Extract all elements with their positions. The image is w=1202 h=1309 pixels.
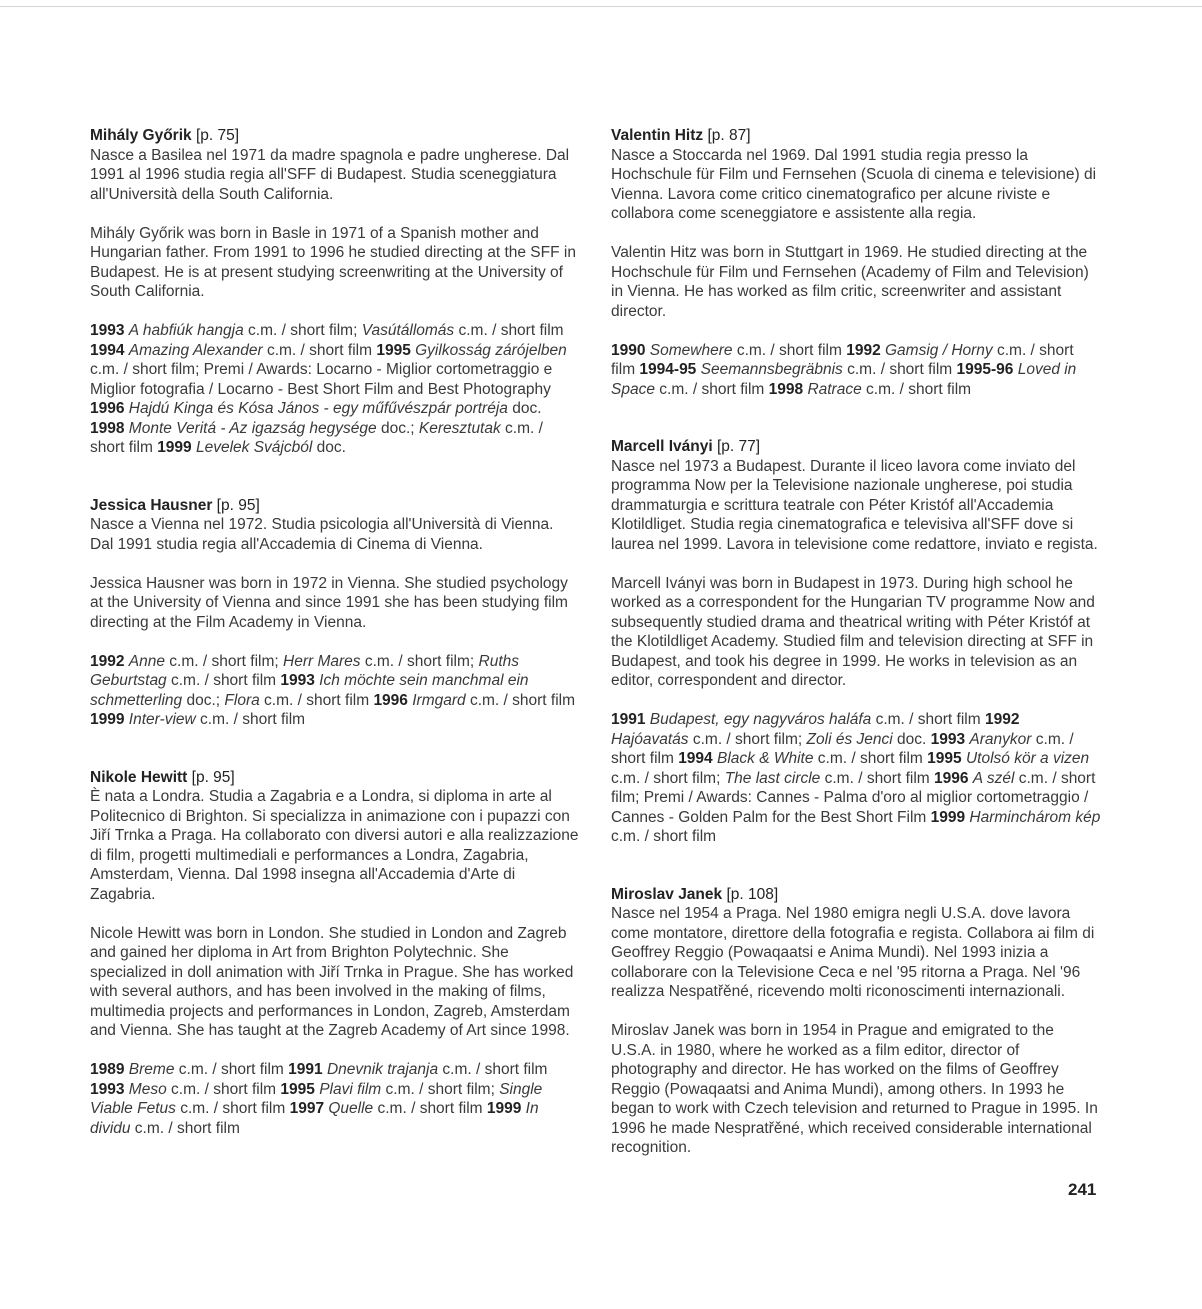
film-title: Ich möchte sein manchmal ein schmetterling [90, 672, 529, 709]
film-year: 1996 [934, 769, 969, 787]
bio-entry [611, 885, 1101, 1158]
film-year: 1998 [768, 380, 804, 398]
film-title: Meso [128, 1080, 167, 1098]
film-title: Irmgard [412, 691, 466, 709]
film-info: c.m. / short film [465, 691, 576, 709]
film-info: c.m. / short film [611, 341, 1074, 378]
top-rule [0, 6, 1202, 7]
film-title: Single Viable Fetus [90, 1080, 543, 1117]
bio-name: Nikole Hewitt [90, 768, 188, 786]
page-ref: [p. 108] [726, 885, 779, 903]
film-title: Breme [128, 1061, 175, 1078]
bio-italian: Nasce a Vienna nel 1972. Studia psicologia all'Università di Vienna. Dal 1991 studia regia all'Accademia di Cinema di Vienna. [90, 516, 554, 553]
film-title: The last circle [724, 769, 821, 787]
bio-heading [611, 126, 1101, 146]
film-year: 1994 [678, 750, 713, 767]
film-year: 1992 [846, 341, 881, 359]
film-info: c.m. / short film [438, 1061, 548, 1078]
film-year: 1993 [90, 1080, 125, 1098]
film-info: c.m. / short film; [165, 652, 279, 670]
bio-italian: Nasce a Basilea nel 1971 da madre spagnola e padre ungherese. Dal 1991 al 1996 studia regia all'SFF di Budapest. Studia sceneggiatura all'Università della South California. [90, 146, 570, 203]
film-info: c.m. / short film [842, 361, 953, 378]
film-year: 1993 [90, 322, 125, 339]
page-ref: [p. 77] [716, 438, 761, 455]
bio-english: Valentin Hitz was born in Stuttgart in 1969. He studied directing at the Hochschule für Film und Fernsehen (Academy of Film and Television) in Vienna. He has worked as film critic, screenwriter and assistant director. [611, 244, 1089, 320]
film-year: 1996 [373, 691, 408, 709]
film-info: c.m. / short film; Premi / Awards: Cannes - Palma d'oro al miglior cortometraggio / Cannes - Golden Palm for the Best Short Film [611, 769, 1096, 826]
film-title: Quelle [328, 1100, 374, 1117]
film-title: Ruths Geburtstag [90, 652, 520, 689]
film-title: Monte Veritá - Az igazság hegysége [128, 419, 377, 437]
film-info: c.m. / short film [654, 380, 765, 398]
bio-name: Marcell Iványi [611, 438, 713, 455]
bio-entry [611, 126, 1101, 399]
bio-heading [90, 768, 580, 788]
film-title: Aranykor [969, 730, 1032, 748]
film-info: doc.; [376, 419, 415, 437]
bio-name: Miroslav Janek [611, 885, 723, 903]
bio-entry [90, 768, 580, 1139]
film-info: c.m. / short film [861, 380, 972, 398]
bio-name: Mihály Győrik [90, 127, 192, 144]
film-year: 1989 [90, 1061, 125, 1078]
bio-entry [611, 437, 1101, 847]
film-info: c.m. / short film [262, 341, 373, 359]
film-title: Gyilkosság zárójelben [415, 341, 567, 359]
film-title: Levelek Svájcból [195, 439, 313, 456]
film-info: c.m. / short film; [360, 652, 475, 670]
film-title: Hajóavatás [611, 730, 689, 748]
film-year: 1995 [280, 1080, 315, 1098]
film-year: 1993 [930, 730, 966, 748]
bio-italian: È nata a Londra. Studia a Zagabria e a Londra, si diploma in arte al Politecnico di Brighton. Si specializza in animazione con i pupazzi con Jiří Trnka a Praga. Ha collaborato con diversi autori e alla realizzazione di film, progetti multimediali e performances a Londra, Zagabria, Amsterdam, Vienna. Dal 1998 insegna all'Accademia d'Arte di Zagabria. [90, 788, 579, 903]
bio-italian: Nasce a Stoccarda nel 1969. Dal 1991 studia regia presso la Hochschule für Film und Fernsehen (Scuola di cinema e televisione) di Vienna. Lavora come critico cinematografico per alcune riviste e collabora come sceneggiatore e assistente alla regia. [611, 146, 1097, 222]
bio-entry [90, 126, 580, 458]
film-title: Vasútállomás [361, 322, 455, 339]
left-column [90, 126, 580, 1138]
page-ref: [p. 87] [707, 127, 751, 144]
filmography [90, 652, 580, 730]
film-info: c.m. / short film [90, 419, 543, 456]
film-year: 1999 [90, 711, 125, 728]
film-info: c.m. / short film [820, 769, 930, 787]
film-info: c.m. / short film [175, 1100, 286, 1117]
film-info: c.m. / short film [166, 1080, 277, 1098]
bio-heading [611, 437, 1101, 457]
bio-english: Mihály Győrik was born in Basle in 1971 of a Spanish mother and Hungarian father. From 1991 to 1996 he studied directing at the SFF in Budapest. He is at present studying screenwriting at the University of South California. [90, 224, 576, 300]
film-year: 1996 [90, 400, 125, 417]
film-info: c.m. / short film [611, 730, 1074, 767]
film-title: Keresztutak [418, 419, 501, 437]
film-year: 1997 [289, 1100, 325, 1117]
page-ref: [p. 95] [191, 768, 235, 786]
page-ref: [p. 75] [195, 127, 240, 144]
film-info: c.m. / short film; [243, 322, 358, 339]
film-title: Gamsig / Horny [885, 341, 993, 359]
film-title: Flora [224, 691, 260, 709]
film-info: c.m. / short film; Premi / Awards: Locarno - Miglior cortometraggio e Miglior fotografia / Locarno - Best Short Film and Best Photography [90, 361, 553, 398]
film-info: c.m. / short film [259, 691, 370, 709]
film-title: Ratrace [807, 380, 862, 398]
film-info: c.m. / short film; [381, 1080, 495, 1098]
film-info: doc.; [182, 691, 221, 709]
film-info: c.m. / short film [130, 1119, 240, 1137]
film-info: c.m. / short film [166, 672, 277, 689]
film-title: A szél [972, 769, 1015, 787]
film-year: 1999 [930, 808, 966, 826]
filmography [90, 321, 580, 458]
film-year: 1999 [486, 1100, 522, 1117]
film-info: c.m. / short film [195, 711, 306, 728]
film-title: Zoli és Jenci [806, 730, 893, 748]
film-info: c.m. / short film [732, 341, 842, 359]
bio-heading [90, 496, 580, 516]
film-title: Seemannsbegräbnis [700, 361, 843, 378]
film-title: Budapest, egy nagyváros haláfa [649, 711, 872, 728]
film-title: In dividu [90, 1100, 539, 1137]
film-year: 1995-96 [956, 361, 1014, 378]
film-year: 1991 [288, 1061, 323, 1078]
film-year: 1992 [90, 652, 125, 670]
film-info: c.m. / short film; [611, 769, 721, 787]
bio-english: Marcell Iványi was born in Budapest in 1973. During high school he worked as a correspondent for the Hungarian TV programme Now and subsequently studied drama and theatrical writing with Péter Kristóf at the Klotildliget Academy. Studied film and television directing at SFF in Budapest, and took his degree in 1999. He works in television as an editor, correspondent and director. [611, 574, 1095, 689]
bio-name: Valentin Hitz [611, 127, 704, 144]
film-year: 1995 [927, 750, 962, 767]
film-title: Somewhere [649, 341, 733, 359]
film-year: 1990 [611, 341, 646, 359]
right-column [611, 126, 1101, 1158]
film-title: Inter-view [128, 711, 196, 728]
film-title: Plavi film [319, 1080, 382, 1098]
film-info: doc. [892, 730, 927, 748]
bio-heading [611, 885, 1101, 905]
film-title: Harminchárom kép [969, 808, 1101, 826]
film-info: c.m. / short film; [688, 730, 803, 748]
bio-english: Nicole Hewitt was born in London. She studied in London and Zagreb and gained her diploma in Art from Brighton Polytechnic. She specialized in doll animation with Jiří Trnka in Prague. She has worked with several authors, and has been involved in the making of films, multimedia projects and performances in London, Zagreb, Amsterdam and Vienna. She has taught at the Zagreb Academy of Art since 1998. [90, 924, 574, 1039]
film-year: 1992 [984, 711, 1020, 728]
bio-heading [90, 126, 580, 146]
film-year: 1999 [157, 439, 192, 456]
film-year: 1998 [90, 419, 125, 437]
film-info: c.m. / short film [174, 1061, 284, 1078]
filmography [90, 1060, 580, 1138]
film-year: 1995 [376, 341, 411, 359]
film-title: Hajdú Kinga és Kósa János - egy műfűvészpár portréja [128, 400, 508, 417]
bio-entry [90, 496, 580, 730]
film-title: Loved in Space [611, 361, 1077, 398]
film-title: Dnevnik trajanja [326, 1061, 439, 1078]
page-ref: [p. 95] [216, 496, 260, 514]
bio-english: Miroslav Janek was born in 1954 in Prague and emigrated to the U.S.A. in 1980, where he worked as a film editor, director of photography and director. He has worked on the films of Geoffrey Reggio (Powaqaatsi and Anima Mundi), among others. In 1993 he began to work with Czech television and returned to Prague in 1995. In 1996 he made Nespratřěné, which received considerable international recognition. [611, 1022, 1098, 1156]
film-title: Utolsó kör a vizen [965, 750, 1090, 767]
filmography [611, 341, 1101, 400]
film-year: 1994-95 [639, 361, 697, 378]
film-info: c.m. / short film [373, 1100, 483, 1117]
film-title: Black & White [716, 750, 814, 767]
film-year: 1991 [611, 711, 646, 728]
filmography [611, 710, 1101, 847]
film-title: Anne [128, 652, 165, 670]
film-info: c.m. / short film [871, 711, 981, 728]
bio-italian: Nasce nel 1954 a Praga. Nel 1980 emigra negli U.S.A. dove lavora come montatore, direttore della fotografia e regista. Collabora ai film di Geoffrey Reggio (Powaqaatsi e Anima Mundi). Nel 1993 inizia a collaborare con la Televisione Ceca e nel '95 ritorna a Praga. Nel '96 realizza Nespatřěné, ricevendo molti riconoscimenti internazionali. [611, 905, 1095, 1000]
bio-name: Jessica Hausner [90, 496, 213, 514]
film-year: 1993 [280, 672, 315, 689]
film-info: doc. [312, 439, 346, 456]
film-title: A habfiúk hangja [128, 322, 244, 339]
film-title: Herr Mares [283, 652, 361, 670]
film-info: doc. [507, 400, 542, 417]
film-year: 1994 [90, 341, 125, 359]
film-info: c.m. / short film [813, 750, 923, 767]
film-info: c.m. / short film [611, 828, 717, 845]
film-info: c.m. / short film [454, 322, 564, 339]
film-title: Amazing Alexander [128, 341, 263, 359]
bio-english: Jessica Hausner was born in 1972 in Vienna. She studied psychology at the University of Vienna and since 1991 she has been studying film directing at the Film Academy in Vienna. [90, 574, 568, 631]
page-number: 241 [1068, 1180, 1097, 1199]
bio-italian: Nasce nel 1973 a Budapest. Durante il liceo lavora come inviato del programma Now per la Televisione nazionale ungherese, poi studia drammaturgia e scrittura teatrale con Péter Kristóf all'Accademia Klotildliget. Studia regia cinematografica e televisiva all'SFF dove si laurea nel 1999. Lavora in televisione come redattore, inviato e regista. [611, 457, 1098, 553]
